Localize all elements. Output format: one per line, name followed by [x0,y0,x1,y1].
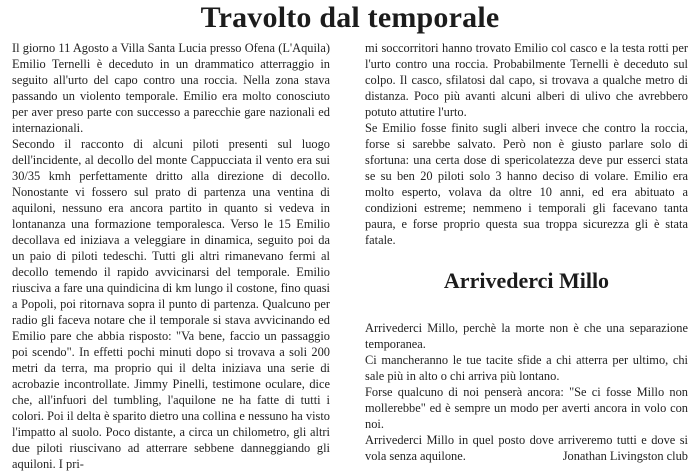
tribute-body [365,320,688,464]
tribute-title: Arrivederci Millo [443,268,610,293]
article-title: Travolto dal temporale [200,1,500,34]
article-paragraph: Secondo il racconto di alcuni piloti presenti sul luogo dell'incidente, al decollo del monte Cappucciata il vento era sui 30/35 kmh perfettamente dritto alla direzione di decollo. Nonostante vi fossero sul prato di partenza una ventina di aquiloni, nessuno era ancora partito in quanto si vedeva in lontananza una formazione temporalesca. Verso le 15 Emilio decollava ed iniziava a veleggiare in dinamica, seguito poi da un paio di piloti tedeschi. Tutti gli altri rimanevano fermi al decollo temendo il rapido avvicinarsi del temporale. Emilio riusciva a fare una quindicina di km lungo il costone, fino quasi a Popoli, poi ritornava sopra il punto di partenza. Qualcuno per radio gli faceva notare che il temporale si stava avvicinando ed Emilio pare che abbia risposto: "Va bene, faccio un passaggio poi scendo". In effetti pochi minuti dopo si trovava a soli 200 metri da terra, ma proprio qui il delta iniziava una serie di acrobazie incontrollate. Jimmy Pinelli, testimone oculare, dice che, all'infuori del tumbling, l'aquilone ne ha fatte di tutti i colori. Poi il delta è sparito dietro una collina e nessuno ha visto l'impatto al suolo. Poco distante, a circa un chilometro, gli altri due piloti riuscivano ad atterrare sebbene danneggiando gli aquiloni. I pri- [12,137,330,471]
tribute-paragraph: Ci mancheranno le tue tacite sfide a chi atterra per ultimo, chi sale più in alto o chi arriva più lontano. [365,353,688,383]
tribute-paragraph: Arrivederci Millo, perchè la morte non è che una separazione temporanea. [365,321,688,351]
article-paragraph: Il giorno 11 Agosto a Villa Santa Lucia presso Ofena (L'Aquila) Emilio Ternelli è deceduto in un drammatico atterraggio in seguito all'urto del capo contro una roccia. Nella zona stava passando un violento temporale. Emilio era molto conosciuto per aver preso parte con successo a parecchie gare nazionali ed internazionali. [12,41,330,135]
article-paragraph: Se Emilio fosse finito sugli alberi invece che contro la roccia, forse si sarebbe salvato. Però non è giusto parlare solo di sfortuna: una certa dose di spericolatezza deve pur esserci stata se su ben 20 piloti solo 3 hanno deciso di volare. Emilio era molto esperto, volava da oltre 10 anni, ed era abituato a condizioni estreme; nemmeno i temporali gli facevano tanta paura, e forse proprio questa sua troppa sicurezza gli è stata fatale. [365,121,688,247]
article-paragraph: mi soccorritori hanno trovato Emilio col casco e la testa rotti per l'urto contro una roccia. Probabilmente Ternelli è deceduto sul colpo. Il casco, sfilatosi dal capo, si trovava a qualche metro di distanza. Poco più avanti alcuni alberi di ulivo che avrebbero potuto attutire l'urto. [365,41,688,119]
tribute-paragraph: Forse qualcuno di noi penserà ancora: "Se ci fosse Millo non mollerebbe" ed è sempre un modo per averti ancora in volo con noi. [365,385,688,431]
article-column-left [12,40,330,472]
tribute-signature: Jonathan Livingston club [562,449,688,463]
tribute-paragraph: Arrivederci Millo in quel posto dove arriveremo tutti e dove si vola senza aquilone. [365,433,688,463]
article-column-right [365,40,688,248]
